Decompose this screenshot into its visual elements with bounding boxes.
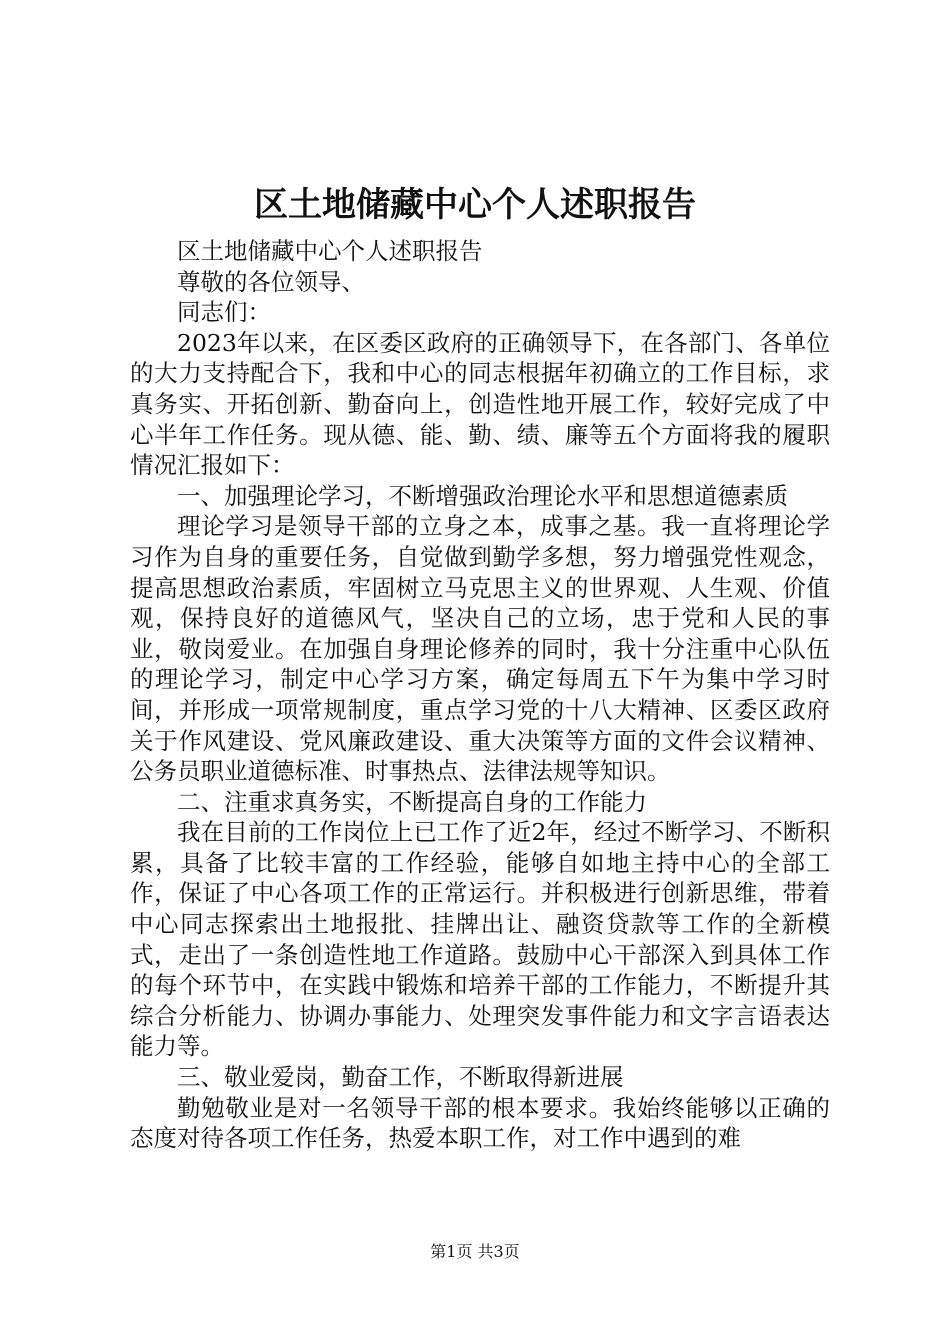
paragraph-salutation: 尊敬的各位领导、: [177, 267, 365, 296]
paragraph-section-2: 我在目前的工作岗位上已工作了近2年，经过不断学习、不断积累，具备了比较丰富的工作经验，能够自如地主持中心的全部工作，保证了中心各项工作的正常运行。并积极进行创新思维，带着中心同志探索出土地报批、挂牌出让、融资贷款等工作的全新模式，走出了一条创造性地工作道路。鼓励中心干部深入到具体工作的每个环节中，在实践中锻炼和培养干部的工作能力，不断提升其综合分析能力、协调办事能力、处理突发事件能力和文字言语表达能力等。: [130, 818, 830, 1061]
paragraph-salutation-cont: 同志们：: [177, 298, 271, 327]
document-title: 区土地储藏中心个人述职报告: [254, 185, 696, 225]
paragraph-intro: 2023年以来，在区委区政府的正确领导下，在各部门、各单位的大力支持配合下，我和中心的同志根据年初确立的工作目标，求真务实、开拓创新、勤奋向上，创造性地开展工作，较好完成了中心半年工作任务。现从德、能、勤、绩、廉等五个方面将我的履职情况汇报如下：: [130, 328, 830, 480]
page-footer: 第1页 共3页: [430, 1242, 520, 1261]
document-body: [130, 236, 830, 1154]
paragraph-section-1: 理论学习是领导干部的立身之本，成事之基。我一直将理论学习作为自身的重要任务，自觉做到勤学多想，努力增强党性观念，提高思想政治素质，牢固树立马克思主义的世界观、人生观、价值观，保持良好的道德风气，坚决自己的立场，忠于党和人民的事业，敬岗爱业。在加强自身理论修养的同时，我十分注重中心队伍的理论学习，制定中心学习方案，确定每周五下午为集中学习时间，并形成一项常规制度，重点学习党的十八大精神、区委区政府关于作风建设、党风廉政建设、重大决策等方面的文件会议精神、公务员职业道德标准、时事热点、法律法规等知识。: [130, 512, 830, 786]
section-heading-2: 二、注重求真务实，不断提高自身的工作能力: [177, 787, 647, 816]
paragraph-heading-repeat: 区土地储藏中心个人述职报告: [177, 237, 483, 265]
section-heading-1: 一、加强理论学习，不断增强政治理论水平和思想道德素质: [177, 481, 788, 510]
section-heading-3: 三、敬业爱岗，勤奋工作，不断取得新进展: [177, 1063, 624, 1092]
paragraph-section-3: 勤勉敬业是对一名领导干部的根本要求。我始终能够以正确的态度对待各项工作任务，热爱本职工作，对工作中遇到的难: [130, 1093, 830, 1153]
